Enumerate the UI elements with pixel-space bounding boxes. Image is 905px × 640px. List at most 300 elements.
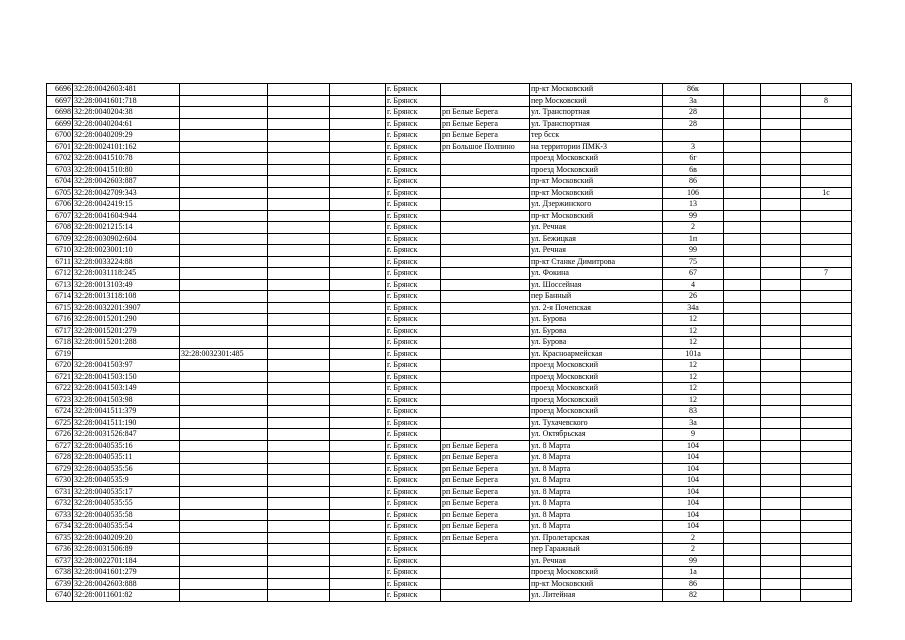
empty-cell [330,210,386,222]
empty-cell [268,521,330,533]
empty-cell [761,245,801,257]
table-row [47,233,852,245]
empty-cell [724,268,761,280]
empty-cell [724,130,761,142]
empty-cell [724,452,761,464]
city-cell: г. Брянск [386,233,441,245]
empty-cell [330,325,386,337]
settlement-cell [441,394,530,406]
row-number-cell: 6726 [47,429,73,441]
linked-cadastral-number-cell [180,544,268,556]
empty-cell [761,337,801,349]
row-number-cell: 6709 [47,233,73,245]
city-cell: г. Брянск [386,475,441,487]
house-number-cell: 104 [663,498,724,510]
row-number-cell: 6730 [47,475,73,487]
table-row [47,532,852,544]
street-cell: ул. Октябрьская [530,429,663,441]
city-cell: г. Брянск [386,325,441,337]
table-row [47,302,852,314]
row-number-cell: 6716 [47,314,73,326]
street-cell: пер Гаражный [530,544,663,556]
cadastral-number-cell: 32:28:0015201:290 [73,314,180,326]
empty-cell [268,153,330,165]
house-number-cell: 3а [663,417,724,429]
linked-cadastral-number-cell [180,187,268,199]
house-number-cell: 1п [663,233,724,245]
city-cell: г. Брянск [386,567,441,579]
linked-cadastral-number-cell [180,164,268,176]
table-row [47,95,852,107]
house-number-cell: 6г [663,153,724,165]
linked-cadastral-number-cell [180,84,268,96]
table-row [47,245,852,257]
cadastral-number-cell: 32:28:0041601:279 [73,567,180,579]
building-number-cell [801,463,852,475]
street-cell: ул. Дзержинского [530,199,663,211]
linked-cadastral-number-cell [180,233,268,245]
building-number-cell [801,383,852,395]
building-number-cell: 8 [801,95,852,107]
linked-cadastral-number-cell [180,567,268,579]
settlement-cell [441,233,530,245]
linked-cadastral-number-cell [180,176,268,188]
linked-cadastral-number-cell [180,153,268,165]
empty-cell [761,463,801,475]
cadastral-number-cell: 32:28:0033224:88 [73,256,180,268]
empty-cell [761,130,801,142]
empty-cell [268,440,330,452]
table-row [47,348,852,360]
empty-cell [724,141,761,153]
street-cell: пр-кт Московский [530,84,663,96]
house-number-cell: 12 [663,360,724,372]
linked-cadastral-number-cell [180,590,268,602]
street-cell: ул. 8 Марта [530,440,663,452]
settlement-cell [441,348,530,360]
empty-cell [330,268,386,280]
row-number-cell: 6720 [47,360,73,372]
cadastral-number-cell: 32:28:0013103:49 [73,279,180,291]
empty-cell [268,141,330,153]
settlement-cell [441,256,530,268]
table-row [47,222,852,234]
linked-cadastral-number-cell: 32:28:0032301:485 [180,348,268,360]
row-number-cell: 6715 [47,302,73,314]
empty-cell [268,417,330,429]
linked-cadastral-number-cell [180,394,268,406]
linked-cadastral-number-cell [180,555,268,567]
empty-cell [761,256,801,268]
settlement-cell [441,153,530,165]
city-cell: г. Брянск [386,440,441,452]
empty-cell [724,521,761,533]
cadastral-number-cell: 32:28:0011601:82 [73,590,180,602]
empty-cell [268,429,330,441]
settlement-cell [441,210,530,222]
table-row [47,360,852,372]
empty-cell [330,291,386,303]
settlement-cell: рп Белые Берега [441,130,530,142]
street-cell: проезд Московский [530,394,663,406]
cadastral-number-cell: 32:28:0031506:89 [73,544,180,556]
linked-cadastral-number-cell [180,279,268,291]
empty-cell [761,521,801,533]
house-number-cell: 99 [663,245,724,257]
empty-cell [268,509,330,521]
city-cell: г. Брянск [386,555,441,567]
street-cell: ул. Фокина [530,268,663,280]
table-row [47,107,852,119]
empty-cell [268,107,330,119]
empty-cell [761,291,801,303]
house-number-cell: 12 [663,394,724,406]
empty-cell [268,567,330,579]
table-row [47,337,852,349]
empty-cell [268,498,330,510]
city-cell: г. Брянск [386,222,441,234]
empty-cell [330,95,386,107]
city-cell: г. Брянск [386,118,441,130]
row-number-cell: 6734 [47,521,73,533]
building-number-cell [801,486,852,498]
house-number-cell: 12 [663,371,724,383]
table-row [47,452,852,464]
house-number-cell: 34а [663,302,724,314]
house-number-cell: 12 [663,337,724,349]
table-row [47,590,852,602]
row-number-cell: 6704 [47,176,73,188]
linked-cadastral-number-cell [180,130,268,142]
house-number-cell: 12 [663,383,724,395]
cadastral-number-cell: 32:28:0042419:15 [73,199,180,211]
street-cell: ул. Шоссейная [530,279,663,291]
cadastral-number-cell: 32:28:0030902:604 [73,233,180,245]
house-number-cell: 1а [663,567,724,579]
settlement-cell [441,279,530,291]
street-cell: пр-кт Московский [530,176,663,188]
registry-table [46,83,852,602]
house-number-cell: 2 [663,532,724,544]
settlement-cell [441,314,530,326]
street-cell: ул. 2-я Почепская [530,302,663,314]
empty-cell [330,256,386,268]
empty-cell [761,222,801,234]
empty-cell [724,578,761,590]
empty-cell [724,95,761,107]
row-number-cell: 6721 [47,371,73,383]
settlement-cell: рп Белые Берега [441,118,530,130]
street-cell: пер Банный [530,291,663,303]
house-number-cell: 6в [663,164,724,176]
street-cell: ул. 8 Марта [530,486,663,498]
table-row [47,268,852,280]
empty-cell [724,532,761,544]
cadastral-number-cell: 32:28:0031118:245 [73,268,180,280]
linked-cadastral-number-cell [180,256,268,268]
empty-cell [330,521,386,533]
empty-cell [761,371,801,383]
row-number-cell: 6701 [47,141,73,153]
empty-cell [724,84,761,96]
table-row [47,544,852,556]
cadastral-number-cell: 32:28:0041511:190 [73,417,180,429]
cadastral-number-cell: 32:28:0041510:80 [73,164,180,176]
linked-cadastral-number-cell [180,383,268,395]
settlement-cell [441,176,530,188]
row-number-cell: 6724 [47,406,73,418]
city-cell: г. Брянск [386,199,441,211]
settlement-cell [441,360,530,372]
table-row [47,118,852,130]
empty-cell [761,268,801,280]
house-number-cell: 82 [663,590,724,602]
empty-cell [268,360,330,372]
linked-cadastral-number-cell [180,498,268,510]
house-number-cell [663,130,724,142]
empty-cell [761,210,801,222]
empty-cell [724,222,761,234]
linked-cadastral-number-cell [180,302,268,314]
city-cell: г. Брянск [386,153,441,165]
house-number-cell: 12 [663,325,724,337]
empty-cell [724,567,761,579]
row-number-cell: 6719 [47,348,73,360]
empty-cell [724,509,761,521]
empty-cell [268,532,330,544]
empty-cell [724,383,761,395]
settlement-cell [441,567,530,579]
house-number-cell: 86к [663,84,724,96]
street-cell: ул. Тухачевского [530,417,663,429]
city-cell: г. Брянск [386,348,441,360]
city-cell: г. Брянск [386,360,441,372]
settlement-cell [441,164,530,176]
house-number-cell: 2 [663,222,724,234]
building-number-cell [801,84,852,96]
empty-cell [268,371,330,383]
row-number-cell: 6699 [47,118,73,130]
building-number-cell [801,314,852,326]
cadastral-number-cell: 32:28:0041503:97 [73,360,180,372]
linked-cadastral-number-cell [180,222,268,234]
table-row [47,567,852,579]
linked-cadastral-number-cell [180,245,268,257]
empty-cell [761,509,801,521]
registry-rows [47,84,852,602]
empty-cell [330,187,386,199]
empty-cell [330,567,386,579]
empty-cell [761,233,801,245]
settlement-cell: рп Белые Берега [441,486,530,498]
empty-cell [724,429,761,441]
table-row [47,279,852,291]
table-row [47,578,852,590]
linked-cadastral-number-cell [180,337,268,349]
cadastral-number-cell: 32:28:0024101:162 [73,141,180,153]
empty-cell [330,302,386,314]
empty-cell [330,130,386,142]
row-number-cell: 6717 [47,325,73,337]
cadastral-number-cell: 32:28:0041503:150 [73,371,180,383]
empty-cell [268,325,330,337]
table-row [47,463,852,475]
empty-cell [330,245,386,257]
cadastral-number-cell: 32:28:0022701:184 [73,555,180,567]
empty-cell [330,153,386,165]
linked-cadastral-number-cell [180,371,268,383]
settlement-cell [441,590,530,602]
street-cell: ул. 8 Марта [530,521,663,533]
empty-cell [330,199,386,211]
street-cell: тер бсск [530,130,663,142]
settlement-cell [441,371,530,383]
building-number-cell: 1с [801,187,852,199]
row-number-cell: 6700 [47,130,73,142]
cadastral-number-cell [73,348,180,360]
city-cell: г. Брянск [386,245,441,257]
cadastral-number-cell: 32:28:0041511:379 [73,406,180,418]
city-cell: г. Брянск [386,509,441,521]
empty-cell [330,509,386,521]
empty-cell [268,555,330,567]
building-number-cell [801,141,852,153]
row-number-cell: 6706 [47,199,73,211]
building-number-cell [801,348,852,360]
row-number-cell: 6740 [47,590,73,602]
empty-cell [330,107,386,119]
empty-cell [330,314,386,326]
empty-cell [268,164,330,176]
empty-cell [330,222,386,234]
empty-cell [330,337,386,349]
table-row [47,509,852,521]
table-row [47,199,852,211]
house-number-cell: 101а [663,348,724,360]
empty-cell [268,199,330,211]
table-row [47,176,852,188]
empty-cell [330,452,386,464]
empty-cell [268,279,330,291]
table-row [47,394,852,406]
empty-cell [724,153,761,165]
linked-cadastral-number-cell [180,141,268,153]
city-cell: г. Брянск [386,498,441,510]
street-cell: на территории ПМК-3 [530,141,663,153]
empty-cell [724,210,761,222]
empty-cell [268,268,330,280]
row-number-cell: 6729 [47,463,73,475]
street-cell: ул. Бежицкая [530,233,663,245]
row-number-cell: 6703 [47,164,73,176]
empty-cell [761,279,801,291]
empty-cell [330,394,386,406]
row-number-cell: 6718 [47,337,73,349]
house-number-cell: 106 [663,187,724,199]
linked-cadastral-number-cell [180,578,268,590]
cadastral-number-cell: 32:28:0040204:38 [73,107,180,119]
linked-cadastral-number-cell [180,268,268,280]
empty-cell [761,417,801,429]
city-cell: г. Брянск [386,521,441,533]
row-number-cell: 6705 [47,187,73,199]
settlement-cell [441,222,530,234]
building-number-cell [801,176,852,188]
settlement-cell [441,291,530,303]
linked-cadastral-number-cell [180,107,268,119]
building-number-cell [801,164,852,176]
table-row [47,383,852,395]
empty-cell [330,141,386,153]
empty-cell [761,567,801,579]
linked-cadastral-number-cell [180,314,268,326]
table-row [47,475,852,487]
row-number-cell: 6737 [47,555,73,567]
building-number-cell [801,417,852,429]
settlement-cell [441,417,530,429]
street-cell: пр-кт Московский [530,578,663,590]
city-cell: г. Брянск [386,417,441,429]
street-cell: проезд Московский [530,153,663,165]
street-cell: проезд Московский [530,371,663,383]
city-cell: г. Брянск [386,268,441,280]
table-row [47,498,852,510]
city-cell: г. Брянск [386,429,441,441]
house-number-cell: 104 [663,521,724,533]
cadastral-number-cell: 32:28:0015201:288 [73,337,180,349]
table-row [47,486,852,498]
city-cell: г. Брянск [386,84,441,96]
empty-cell [268,337,330,349]
table-row [47,325,852,337]
empty-cell [724,544,761,556]
linked-cadastral-number-cell [180,118,268,130]
cadastral-number-cell: 32:28:0041503:98 [73,394,180,406]
empty-cell [724,199,761,211]
house-number-cell: 99 [663,210,724,222]
table-row [47,164,852,176]
city-cell: г. Брянск [386,107,441,119]
linked-cadastral-number-cell [180,210,268,222]
empty-cell [330,498,386,510]
linked-cadastral-number-cell [180,509,268,521]
building-number-cell [801,555,852,567]
street-cell: ул. Литейная [530,590,663,602]
cadastral-number-cell: 32:28:0040535:11 [73,452,180,464]
empty-cell [761,176,801,188]
empty-cell [724,498,761,510]
empty-cell [330,279,386,291]
empty-cell [330,544,386,556]
empty-cell [761,360,801,372]
building-number-cell [801,118,852,130]
house-number-cell: 28 [663,118,724,130]
empty-cell [330,348,386,360]
cadastral-number-cell: 32:28:0040535:58 [73,509,180,521]
cadastral-number-cell: 32:28:0040535:55 [73,498,180,510]
building-number-cell [801,107,852,119]
row-number-cell: 6725 [47,417,73,429]
empty-cell [268,475,330,487]
settlement-cell: рп Белые Берега [441,532,530,544]
empty-cell [268,544,330,556]
city-cell: г. Брянск [386,452,441,464]
house-number-cell: 67 [663,268,724,280]
city-cell: г. Брянск [386,291,441,303]
empty-cell [761,555,801,567]
row-number-cell: 6708 [47,222,73,234]
empty-cell [724,314,761,326]
